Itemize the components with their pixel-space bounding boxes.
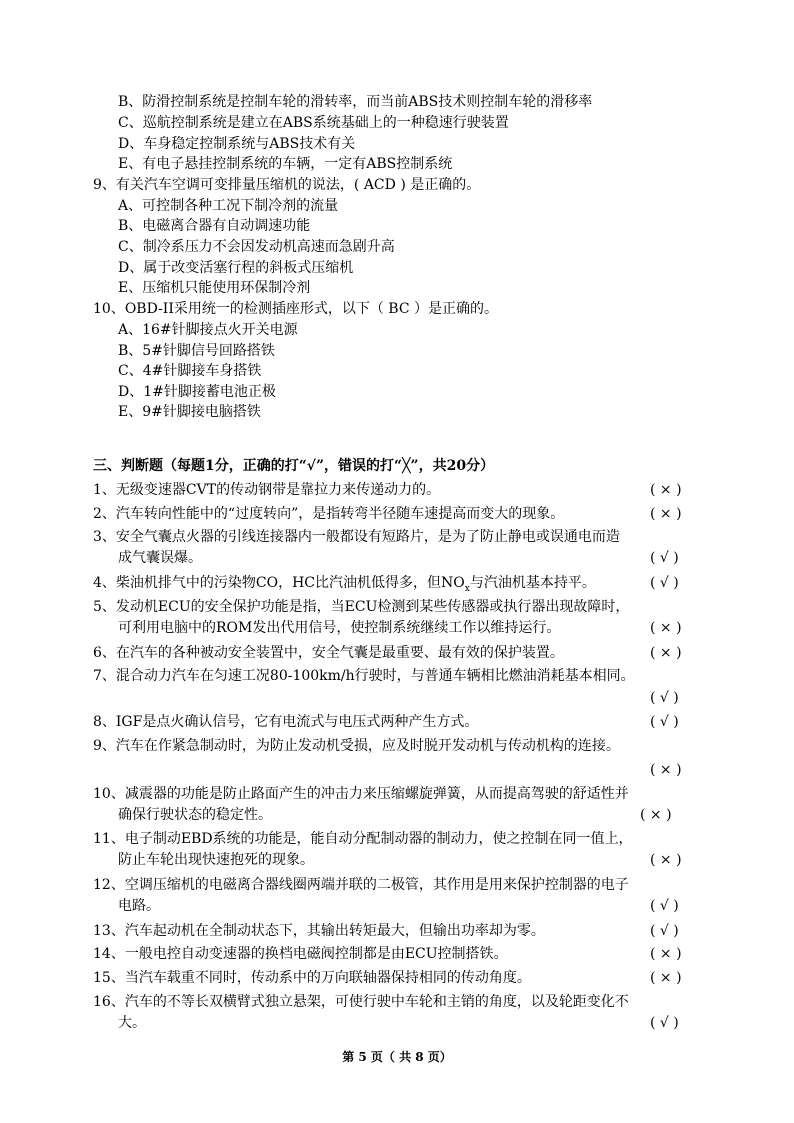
q10-option-d: D、1#针脚接蓄电池正极	[118, 384, 276, 400]
page-number-footer: 第 5 页（ 共 8 页）	[342, 1050, 452, 1064]
q9-option-c: C、制冷系压力不会因发动机高速而急剧升高	[118, 239, 395, 255]
tf-item-11-line-2: 防止车轮出现快速抱死的现象。	[118, 852, 314, 868]
q10-stem: 10、OBD-II采用统一的检测插座形式，以下（ BC ）是正确的。	[93, 301, 499, 317]
tf-item-14-answer: ( × )	[650, 946, 682, 962]
q10-option-e: E、9#针脚接电脑搭铁	[118, 404, 261, 420]
section3-heading: 三、判断题（每题1分，正确的打“√”，错误的打“╳”，共20分）	[93, 458, 495, 474]
tf-item-9-line-1: 9、汽车在作紧急制动时，为防止发动机受损，应及时脱开发动机与传动机构的连接。	[93, 738, 620, 754]
tf-item-11-answer: ( × )	[650, 852, 682, 868]
tf-item-5-answer: ( × )	[650, 620, 682, 636]
tf-item-7-answer: ( √ )	[650, 690, 679, 706]
tf-item-11-line-1: 11、电子制动EBD系统的功能是，能自动分配制动器的制动力，使之控制在同一值上，	[93, 831, 633, 847]
q9-option-b: B、电磁离合器有自动调速功能	[118, 218, 311, 234]
tf-item-15-answer: ( × )	[650, 970, 682, 986]
tf-item-2-answer: ( × )	[650, 506, 682, 522]
tf-item-3-line-2: 成气囊误爆。	[118, 550, 202, 566]
tf-item-1-answer: ( × )	[650, 482, 682, 498]
q9-option-a: A、可控制各种工况下制冷剂的流量	[118, 198, 339, 214]
q9-stem: 9、有关汽车空调可变排量压缩机的说法，( ACD ) 是正确的。	[93, 177, 481, 193]
tf-item-3-answer: ( √ )	[650, 550, 679, 566]
q10-option-c: C、4#针脚接车身搭铁	[118, 363, 262, 379]
q10-option-b: B、5#针脚信号回路搭铁	[118, 343, 275, 359]
tf-item-16-answer: ( √ )	[650, 1015, 679, 1031]
tf-item-14-line-1: 14、一般电控自动变速器的换档电磁阀控制都是由ECU控制搭铁。	[93, 946, 508, 962]
tf-item-4-line-1: 4、柴油机排气中的污染物CO，HC比汽油机低得多，但$NO_x$与汽油机基本持平。	[93, 575, 596, 594]
tf-item-1-line-1: 1、无级变速器CVT的传动钢带是靠拉力来传递动力的。	[93, 482, 441, 498]
tf-item-5-line-1: 5、发动机ECU的安全保护功能是指，当ECU检测到某些传感器或执行器出现故障时，	[93, 599, 630, 615]
tf-item-12-answer: ( √ )	[650, 898, 679, 914]
tf-item-16-line-1: 16、汽车的不等长双横臂式独立悬架，可使行驶中车轮和主销的角度，以及轮距变化不	[93, 994, 629, 1010]
tf-item-6-answer: ( × )	[650, 645, 682, 661]
tf-item-4-answer: ( √ )	[650, 575, 679, 591]
tf-item-5-line-2: 可利用电脑中的ROM发出代用信号，使控制系统继续工作以维持运行。	[118, 620, 561, 636]
tf-item-9-answer: ( × )	[650, 762, 682, 778]
tf-item-8-answer: ( √ )	[650, 714, 679, 730]
tf-item-10-line-1: 10、减震器的功能是防止路面产生的冲击力来压缩螺旋弹簧，从而提高驾驶的舒适性并	[93, 786, 629, 802]
prev-option-b: B、防滑控制系统是控制车轮的滑转率，而当前ABS技术则控制车轮的滑移率	[118, 94, 593, 110]
tf-item-15-line-1: 15、当汽车载重不同时，传动系中的万向联轴器保持相同的传动角度。	[93, 970, 531, 986]
prev-option-d: D、车身稳定控制系统与ABS技术有关	[118, 136, 356, 152]
tf-item-10-answer: ( × )	[640, 807, 672, 823]
tf-item-12-line-1: 12、空调压缩机的电磁离合器线圈两端并联的二极管，其作用是用来保护控制器的电子	[93, 877, 629, 893]
tf-item-16-line-2: 大。	[118, 1015, 146, 1031]
tf-item-6-line-1: 6、在汽车的各种被动安全装置中，安全气囊是最重要、最有效的保护装置。	[93, 645, 564, 661]
tf-item-8-line-1: 8、IGF是点火确认信号，它有电流式与电压式两种产生方式。	[93, 714, 479, 730]
tf-item-10-line-2: 确保行驶状态的稳定性。	[118, 807, 272, 823]
prev-option-e: E、有电子悬挂控制系统的车辆，一定有ABS控制系统	[118, 156, 453, 172]
tf-item-2-line-1: 2、汽车转向性能中的“过度转向”，是指转弯半径随车速提高而变大的现象。	[93, 506, 565, 522]
q9-option-d: D、属于改变活塞行程的斜板式压缩机	[118, 260, 354, 276]
tf-item-12-line-2: 电路。	[118, 898, 160, 914]
prev-option-c: C、巡航控制系统是建立在ABS系统基础上的一种稳速行驶装置	[118, 115, 509, 131]
tf-item-13-line-1: 13、汽车起动机在全制动状态下，其输出转矩最大，但输出功率却为零。	[93, 923, 545, 939]
q9-option-e: E、压缩机只能使用环保制冷剂	[118, 280, 311, 296]
q10-option-a: A、16#针脚接点火开关电源	[118, 322, 298, 338]
tf-item-13-answer: ( √ )	[650, 923, 679, 939]
tf-item-3-line-1: 3、安全气囊点火器的引线连接器内一般都设有短路片，是为了防止静电或误通电而造	[93, 529, 620, 545]
tf-item-7-line-1: 7、混合动力汽车在匀速工况80-100km/h行驶时，与普通车辆相比燃油消耗基本相同。	[93, 668, 635, 684]
